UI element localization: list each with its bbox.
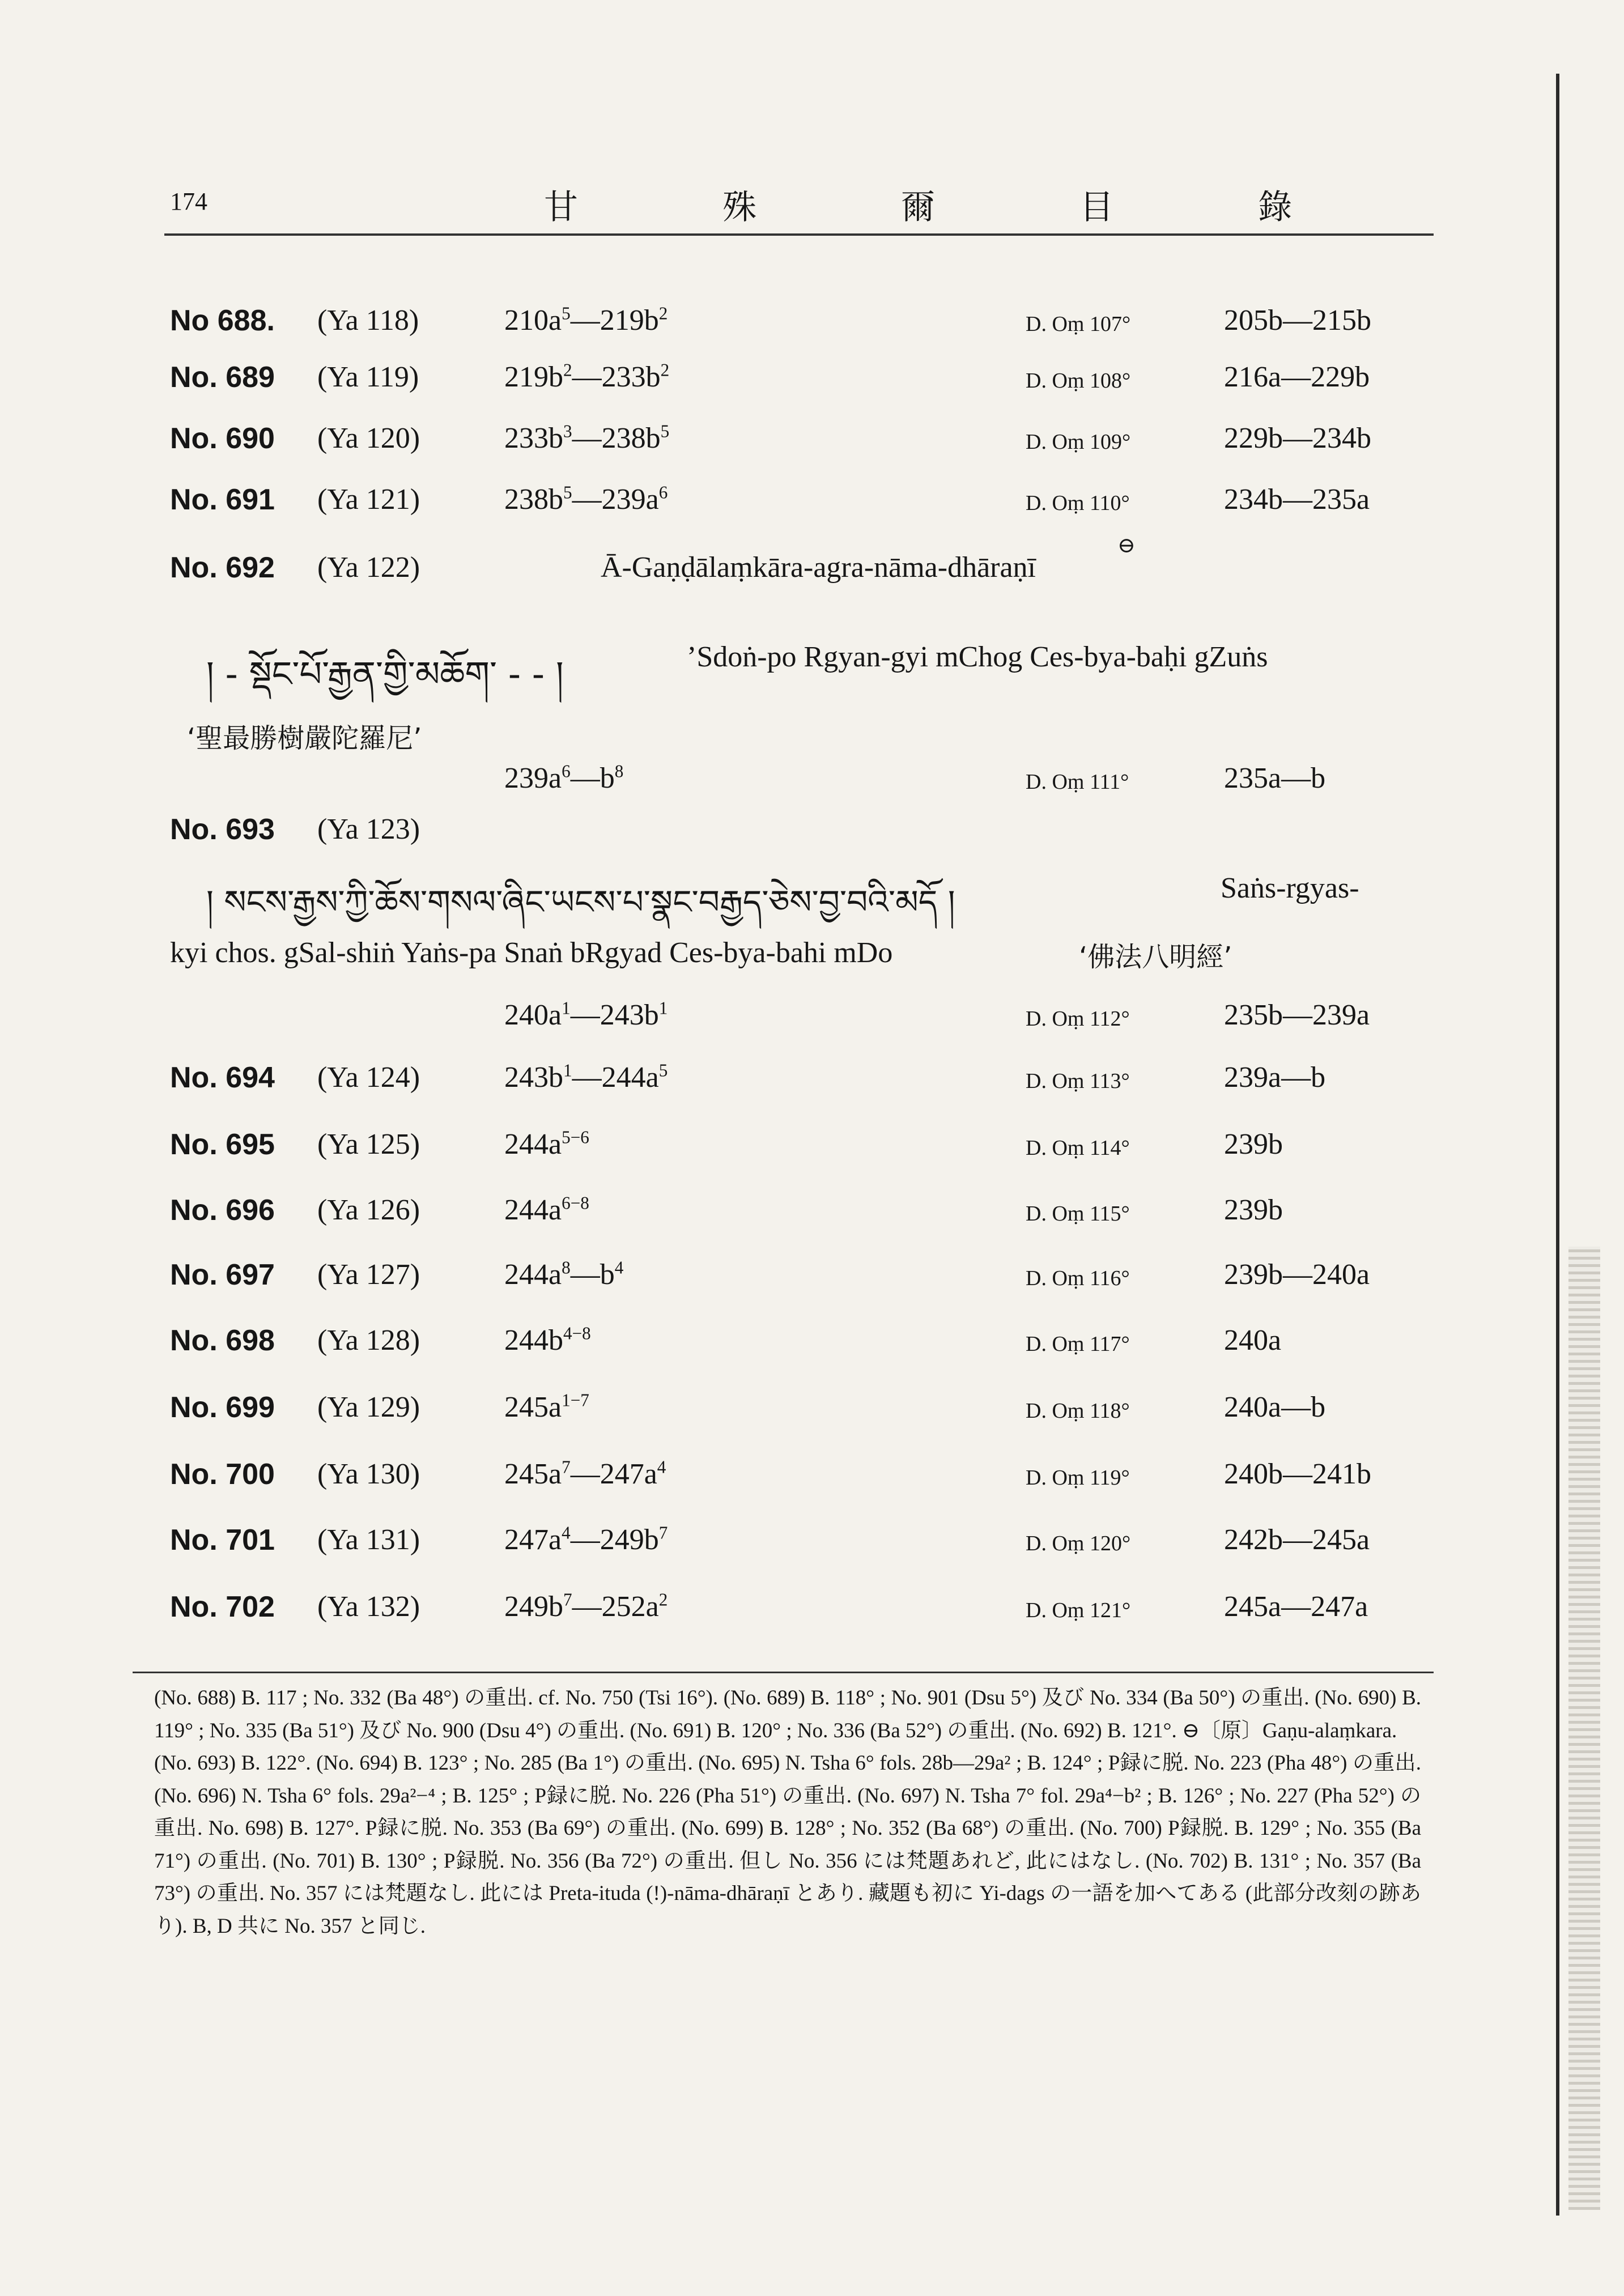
entry-number: No 688. [170,304,275,337]
catalogue-row [0,1587,1624,1632]
ya-reference: (Ya 119) [317,361,419,393]
derge-reference: D. Oṃ 120° [1026,1532,1131,1555]
derge-folio-range: 239b [1224,1194,1283,1226]
header-rule [164,233,1434,236]
catalogue-row [0,1190,1624,1235]
entry-number: No. 702 [170,1591,275,1623]
derge-reference: D. Oṃ 113° [1026,1069,1130,1093]
derge-reference: D. Oṃ 110° [1026,491,1130,515]
folio-range: $210a^5—219b^2$ [504,303,668,337]
footnote-rule [133,1672,1434,1673]
catalogue-row [0,357,1624,402]
chinese-title: ‘佛法八明經’ [1079,941,1232,973]
sanskrit-title: Ā-Gaṇḍālaṃkāra-agra-nāma-dhāraṇī [601,551,1036,584]
ya-reference: (Ya 130) [317,1458,420,1490]
entry-number: No. 691 [170,483,275,516]
ya-reference: (Ya 120) [317,422,420,454]
ya-reference: (Ya 125) [317,1128,420,1160]
entry-number: No. 690 [170,422,275,455]
derge-folio-range: 235b—239a [1224,999,1370,1031]
derge-folio-range: 205b—215b [1224,304,1371,337]
entry-number: No. 695 [170,1128,275,1161]
tibetan-transliteration: ʼSdoṅ-po Rgyan-gyi mChog Ces-bya-baḥi gZuṅs [687,641,1268,673]
ya-reference: (Ya 126) [317,1194,420,1226]
entry-number: No. 689 [170,361,275,394]
entry-number: No. 692 [170,551,275,584]
entry-693-row [0,809,1624,854]
footnote-paragraph: (No. 688) B. 117 ; No. 332 (Ba 48°) の重出. cf. No. 750 (Tsi 16°). (No. 689) B. 118° ; No. 901 (Dsu 5°) 及び No. 334 (Ba 50°) の重出. (No. 690) B. 119° ; No. 335 (Ba 51°) 及び No. 900 (Dsu 4°) の重出. (No. 691) B. 120° ; No. 336 (Ba 52°) の重出. (No. 692) B. 121°. ⊖〔原〕Gaṇu-alaṃkara. [154,1686,1421,1742]
derge-folio-range: 239b [1224,1128,1283,1160]
entry-number: No. 701 [170,1524,275,1557]
ya-reference: (Ya 132) [317,1591,420,1623]
derge-reference: D. Oṃ 111° [1026,770,1129,794]
folio-range: $244a^{5-6}$ [504,1127,589,1160]
entry-692-folio-row [0,758,1624,803]
folio-range: $244a^8—b^4$ [504,1257,624,1291]
ya-reference: (Ya 118) [317,304,419,337]
catalogue-row [0,1454,1624,1499]
entry-number: No. 697 [170,1258,275,1291]
catalogue-row [0,1520,1624,1565]
derge-folio-range: 240b—241b [1224,1458,1371,1490]
tibetan-transliteration-start: Saṅs-rgyas- [1221,872,1359,904]
derge-folio-range: 229b—234b [1224,422,1371,454]
folio-range: $243b^1—244a^5$ [504,1060,668,1094]
folio-range: $239a^6—b^8$ [504,761,624,794]
folio-range: $238b^5—239a^6$ [504,482,668,516]
footnote-paragraph: (No. 693) B. 122°. (No. 694) B. 123° ; No. 285 (Ba 1°) の重出. (No. 695) N. Tsha 6° fols. 28b—29a² ; B. 124° ; P録に脱. No. 223 (Pha 48°) の重出. (No. 696) N. Tsha 6° fols. 29a²−⁴ ; B. 125° ; P録に脱. No. 226 (Pha 51°) の重出. (No. 697) N. Tsha 7° fol. 29a⁴−b² ; B. 126° ; No. 227 (Pha 52°) の重出. No. 698) B. 127°. P録に脱. No. 353 (Ba 69°) の重出. (No. 699) B. 128° ; No. 352 (Ba 68°) の重出. (No. 700) P録脱. B. 129° ; No. 355 (Ba 71°) の重出. (No. 701) B. 130° ; P録脱. No. 356 (Ba 72°) の重出. 但し No. 356 には梵題あれど, 此にはなし. (No. 702) B. 131° ; No. 357 (Ba 73°) の重出. No. 357 には梵題なし. 此には Preta-ituda (!)-nāma-dhāraṇī とあり. 藏題も初に Yi-dags の一語を加へてある (此部分改刻の跡あり). B, D 共に No. 357 と同じ. [154,1751,1421,1938]
folio-range: $245a^{1-7}$ [504,1390,589,1423]
entry-number: No. 699 [170,1391,275,1424]
derge-folio-range: 239a—b [1224,1061,1326,1094]
ya-reference: (Ya 123) [317,813,420,845]
derge-reference: D. Oṃ 115° [1026,1202,1130,1226]
entry-number: No. 693 [170,813,275,846]
derge-reference: D. Oṃ 112° [1026,1007,1130,1031]
entry-number: No. 694 [170,1061,275,1094]
derge-reference: D. Oṃ 116° [1026,1266,1130,1290]
ya-reference: (Ya 128) [317,1324,420,1357]
entry-693-folio-row [0,995,1624,1040]
ya-reference: (Ya 131) [317,1524,420,1556]
ya-reference: (Ya 127) [317,1258,420,1291]
derge-folio-range: 235a—b [1224,762,1326,794]
chinese-title: ‘聖最勝樹嚴陀羅尼’ [187,722,422,754]
catalogue-row [0,1320,1624,1366]
catalogue-row [0,1255,1624,1300]
catalogue-row [0,418,1624,464]
ya-reference: (Ya 122) [317,551,420,584]
folio-range: $247a^4—249b^7$ [504,1523,668,1556]
running-title: 甘 殊 爾 目 錄 [544,188,1359,227]
catalogue-row [0,1387,1624,1432]
catalogue-row [0,300,1624,346]
entry-number: No. 700 [170,1458,275,1491]
folio-range: $233b^3—238b^5$ [504,421,670,454]
derge-reference: D. Oṃ 108° [1026,369,1131,393]
derge-reference: D. Oṃ 119° [1026,1466,1130,1490]
folio-range: $245a^7—247a^4$ [504,1457,666,1490]
derge-reference: D. Oṃ 114° [1026,1136,1130,1160]
derge-folio-range: 240a—b [1224,1391,1326,1423]
derge-folio-range: 242b—245a [1224,1524,1370,1556]
folio-range: $249b^7—252a^2$ [504,1589,668,1623]
derge-folio-range: 240a [1224,1324,1282,1357]
derge-reference: D. Oṃ 109° [1026,430,1131,454]
tibetan-title: ། - སྡོང་པོ་རྒྱན་གྱི་མཆོག་ - - ། [206,653,564,695]
derge-reference: D. Oṃ 107° [1026,312,1131,336]
folio-range: $219b^2—233b^2$ [504,360,670,393]
catalogue-row [0,1124,1624,1170]
catalogue-row [0,479,1624,525]
ya-reference: (Ya 124) [317,1061,420,1094]
folio-range: $244a^{6-8}$ [504,1193,589,1226]
footnotes [154,1682,1421,1942]
page-number: 174 [170,188,207,215]
tibetan-title: ། སངས་རྒྱས་ཀྱི་ཆོས་གསལ་ཞིང་ཡངས་པ་སྣང་བརྒྱད་ཅེས་བྱ་བའི་མདོ ། [206,883,955,921]
derge-folio-range: 239b—240a [1224,1258,1370,1291]
derge-folio-range: 234b—235a [1224,483,1370,516]
folio-range: $240a^1—243b^1$ [504,998,668,1031]
ya-reference: (Ya 121) [317,483,420,516]
derge-folio-range: 245a—247a [1224,1591,1368,1623]
derge-reference: D. Oṃ 117° [1026,1332,1130,1356]
derge-folio-range: 216a—229b [1224,361,1370,393]
entry-number: No. 696 [170,1194,275,1227]
derge-reference: D. Oṃ 121° [1026,1598,1131,1622]
ya-reference: (Ya 129) [317,1391,420,1423]
catalogue-row [0,1057,1624,1103]
derge-reference: D. Oṃ 118° [1026,1399,1130,1423]
entry-number: No. 698 [170,1324,275,1357]
diacritic-mark: ⊖ [1117,534,1136,558]
tibetan-transliteration-cont: kyi chos. gSal-shiṅ Yaṅs-pa Snaṅ bRgyad Ces-bya-bahi mDo [170,937,893,969]
folio-range: $244b^{4-8}$ [504,1323,591,1357]
